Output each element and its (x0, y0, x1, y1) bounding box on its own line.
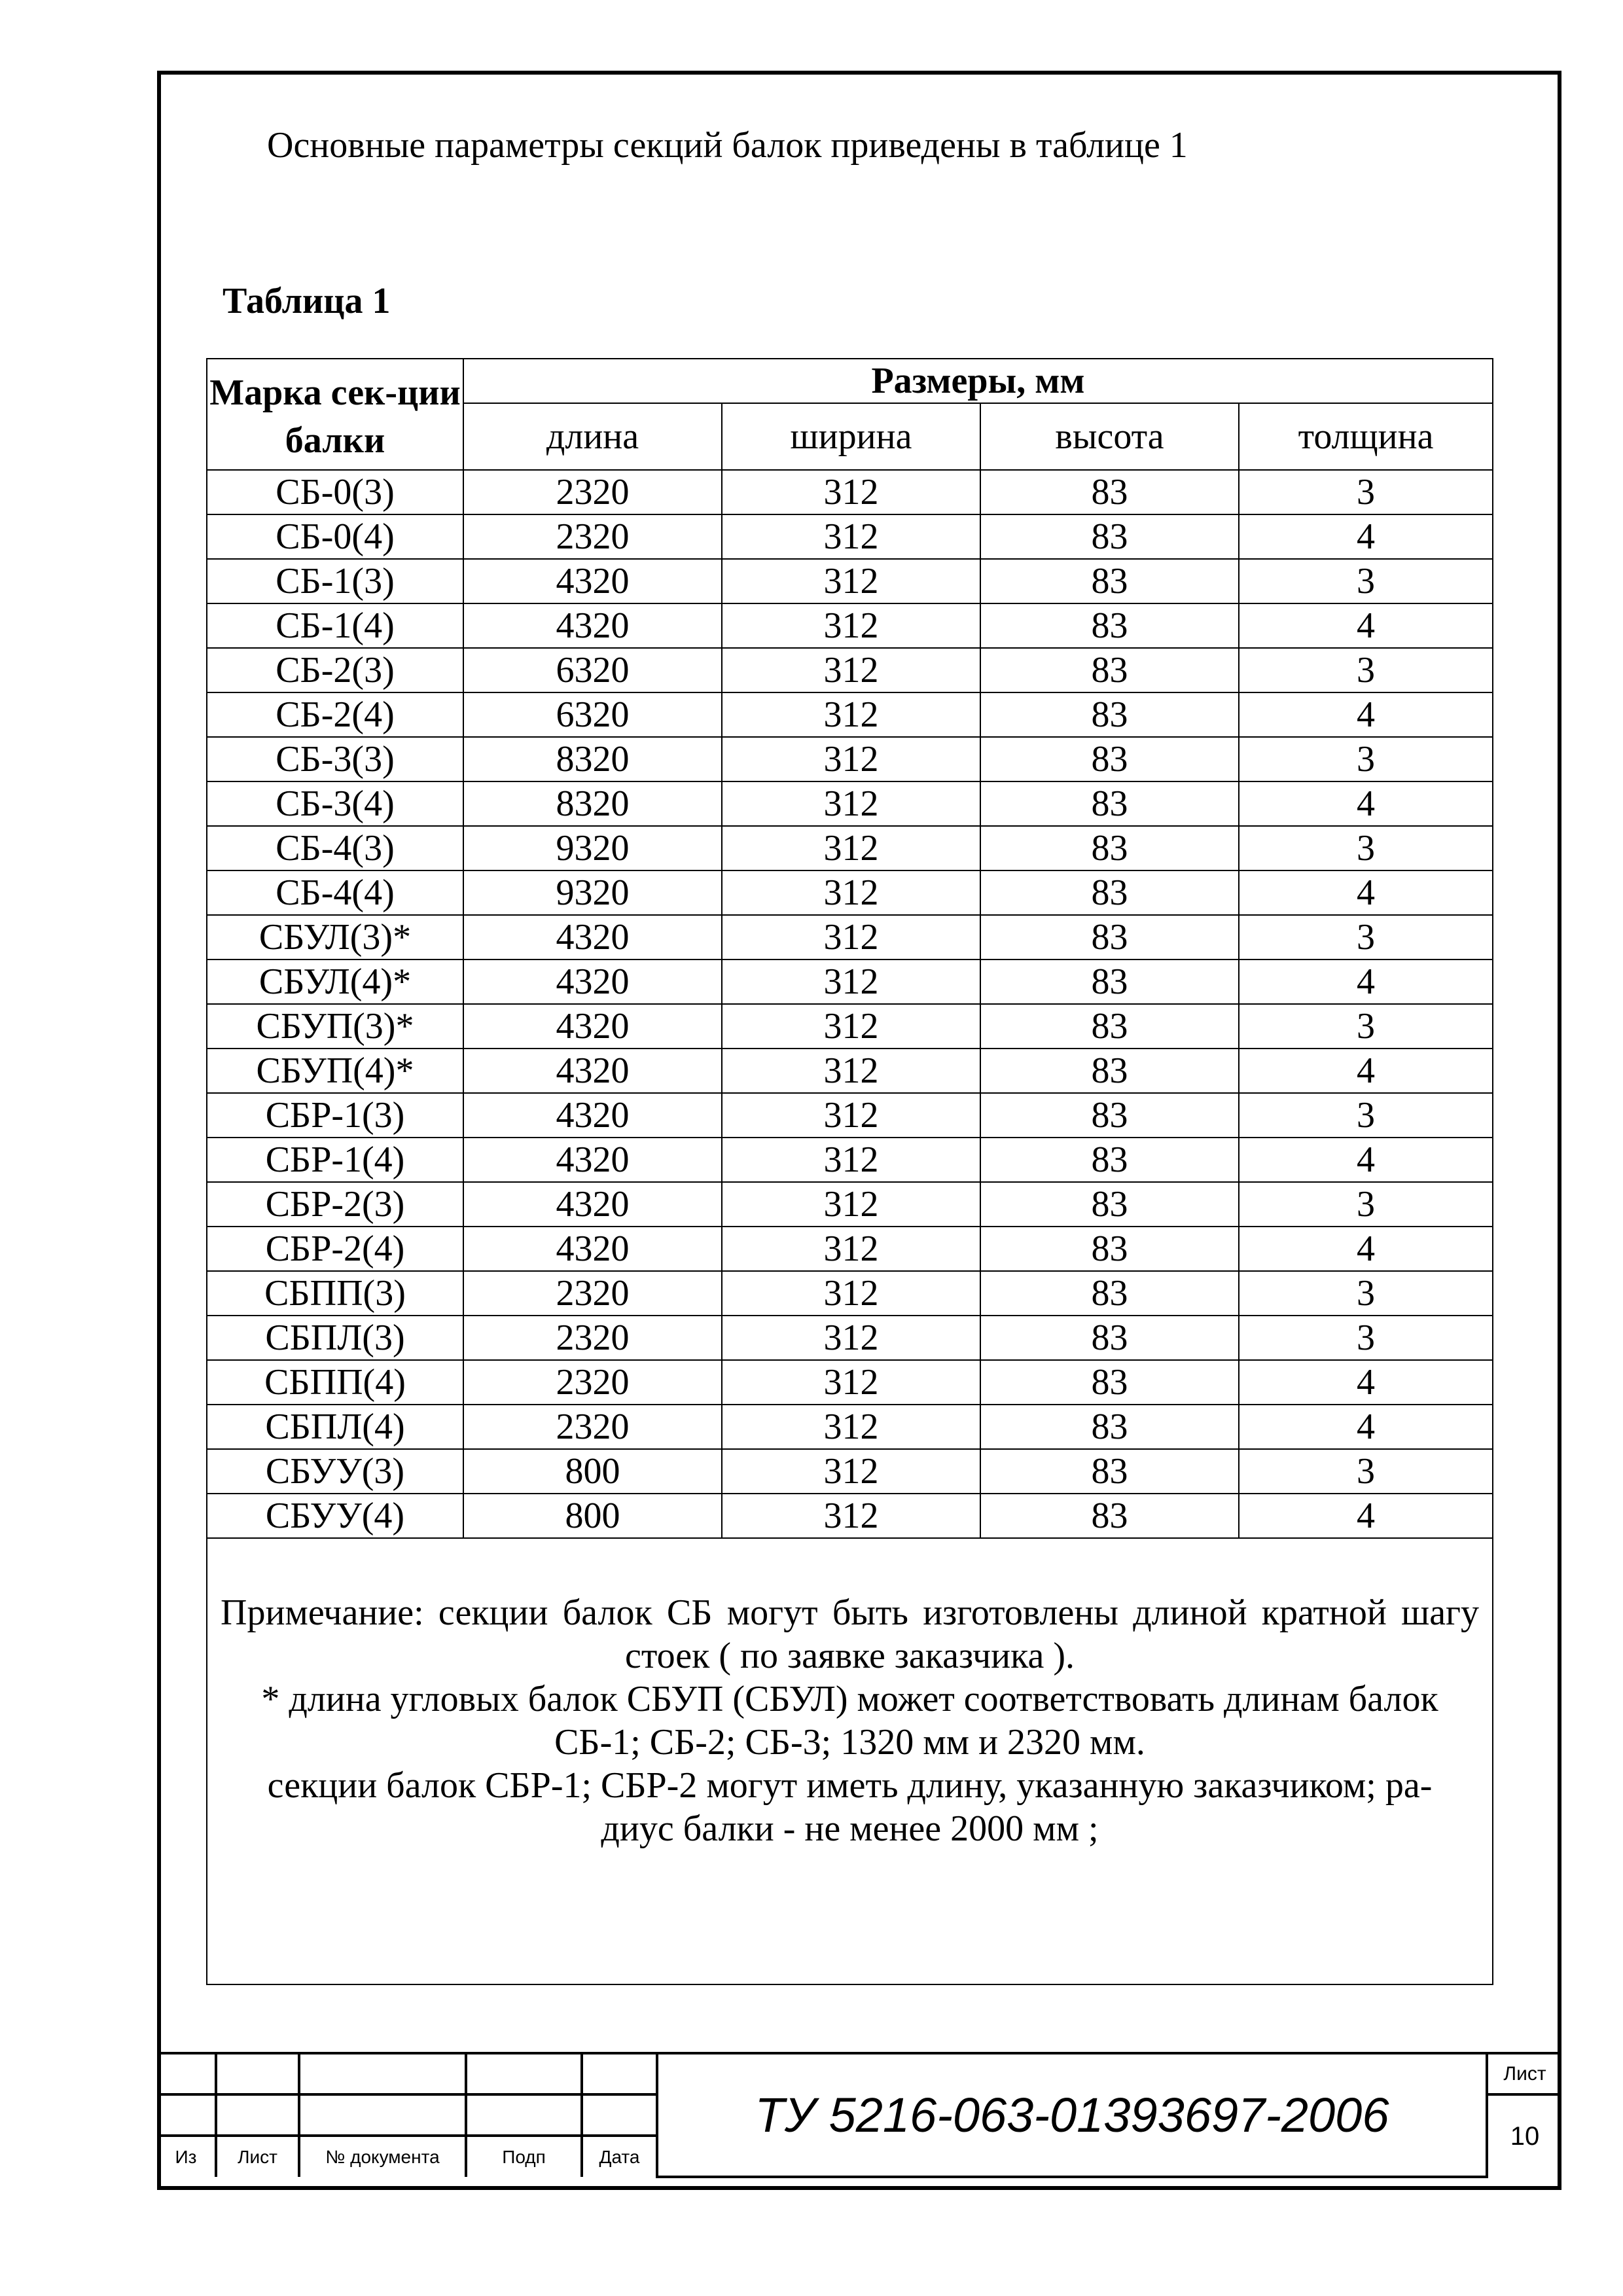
length-cell: 9320 (463, 826, 722, 870)
stamp-label-signature: Подп (466, 2136, 582, 2177)
width-cell: 312 (722, 915, 980, 960)
column-header-height: высота (980, 403, 1239, 470)
sizes-header: Размеры, мм (463, 359, 1493, 403)
thickness-cell: 3 (1239, 1093, 1493, 1138)
table-row (207, 781, 1493, 826)
width-cell: 312 (722, 1049, 980, 1093)
table-row (207, 1271, 1493, 1316)
thickness-cell: 4 (1239, 1405, 1493, 1449)
stamp-cell (157, 2053, 216, 2094)
note-line: диус балки - не менее 2000 мм ; (601, 1808, 1099, 1849)
height-cell: 83 (980, 470, 1239, 514)
length-cell: 2320 (463, 514, 722, 559)
mark-cell: СБПП(4) (207, 1360, 463, 1405)
thickness-cell: 4 (1239, 870, 1493, 915)
length-cell: 6320 (463, 648, 722, 692)
note-line: секции балок СБР-1; СБР-2 могут иметь длину, указанную заказчиком; ра- (267, 1765, 1433, 1806)
height-cell: 83 (980, 826, 1239, 870)
length-cell: 4320 (463, 1004, 722, 1049)
mark-cell: СБПП(3) (207, 1271, 463, 1316)
length-cell: 4320 (463, 1138, 722, 1182)
column-header-length: длина (463, 403, 722, 470)
length-cell: 4320 (463, 960, 722, 1004)
thickness-cell: 3 (1239, 559, 1493, 603)
mark-cell: СБ-3(4) (207, 781, 463, 826)
sheet-number: 10 (1487, 2094, 1561, 2177)
document-code: ТУ 5216-063-01393697-2006 (657, 2053, 1487, 2177)
width-cell: 312 (722, 1182, 980, 1227)
thickness-cell: 3 (1239, 1182, 1493, 1227)
length-cell: 2320 (463, 1271, 722, 1316)
height-cell: 83 (980, 1271, 1239, 1316)
width-cell: 312 (722, 1360, 980, 1405)
mark-cell: СБР-2(3) (207, 1182, 463, 1227)
column-header-thickness: толщина (1239, 403, 1493, 470)
width-cell: 312 (722, 1271, 980, 1316)
thickness-cell: 4 (1239, 1360, 1493, 1405)
mark-cell: СБУУ(4) (207, 1494, 463, 1538)
length-cell: 4320 (463, 559, 722, 603)
table-row (207, 1405, 1493, 1449)
thickness-cell: 3 (1239, 1316, 1493, 1360)
mark-cell: СБПЛ(3) (207, 1316, 463, 1360)
width-cell: 312 (722, 1316, 980, 1360)
width-cell: 312 (722, 1093, 980, 1138)
stamp-label-document: № документа (299, 2136, 466, 2177)
mark-cell: СБ-1(4) (207, 603, 463, 648)
height-cell: 83 (980, 960, 1239, 1004)
length-cell: 8320 (463, 781, 722, 826)
mark-cell: СБР-2(4) (207, 1227, 463, 1271)
length-cell: 8320 (463, 737, 722, 781)
height-cell: 83 (980, 603, 1239, 648)
height-cell: 83 (980, 781, 1239, 826)
mark-cell: СБУП(4)* (207, 1049, 463, 1093)
table-row (207, 514, 1493, 559)
table-row (207, 1138, 1493, 1182)
width-cell: 312 (722, 1405, 980, 1449)
mark-cell: СБ-0(3) (207, 470, 463, 514)
note-line: * длина угловых балок СБУП (СБУЛ) может соответствовать длинам балок (261, 1679, 1438, 1719)
mark-cell: СБ-4(3) (207, 826, 463, 870)
width-cell: 312 (722, 960, 980, 1004)
table-row (207, 1316, 1493, 1360)
height-cell: 83 (980, 1227, 1239, 1271)
thickness-cell: 3 (1239, 915, 1493, 960)
table-row (207, 1182, 1493, 1227)
height-cell: 83 (980, 1004, 1239, 1049)
beam-sections-table (206, 358, 1493, 1985)
stamp-cell (299, 2094, 466, 2136)
width-cell: 312 (722, 603, 980, 648)
height-cell: 83 (980, 870, 1239, 915)
table-row (207, 1093, 1493, 1138)
note-line: Примечание: секции балок СБ могут быть изготовлены длиной кратной шагу (221, 1592, 1480, 1633)
column-header-width: ширина (722, 403, 980, 470)
stamp-label-list: Лист (216, 2136, 299, 2177)
mark-cell: СБУЛ(4)* (207, 960, 463, 1004)
height-cell: 83 (980, 1182, 1239, 1227)
note-line: СБ-1; СБ-2; СБ-3; 1320 мм и 2320 мм. (554, 1722, 1145, 1763)
width-cell: 312 (722, 470, 980, 514)
mark-cell: СБУЛ(3)* (207, 915, 463, 960)
thickness-cell: 4 (1239, 1227, 1493, 1271)
thickness-cell: 3 (1239, 1271, 1493, 1316)
height-cell: 83 (980, 1449, 1239, 1494)
width-cell: 312 (722, 1494, 980, 1538)
length-cell: 2320 (463, 1360, 722, 1405)
thickness-cell: 4 (1239, 1138, 1493, 1182)
table-row (207, 1227, 1493, 1271)
mark-header: Марка сек-ции балки (207, 359, 463, 470)
note-line: стоек ( по заявке заказчика ). (625, 1636, 1075, 1676)
mark-cell: СБУП(3)* (207, 1004, 463, 1049)
mark-cell: СБ-3(3) (207, 737, 463, 781)
table-row (207, 692, 1493, 737)
stamp-cell (157, 2094, 216, 2136)
stamp-label-date: Дата (582, 2136, 657, 2177)
length-cell: 4320 (463, 1227, 722, 1271)
length-cell: 2320 (463, 1316, 722, 1360)
thickness-cell: 4 (1239, 603, 1493, 648)
length-cell: 800 (463, 1449, 722, 1494)
thickness-cell: 4 (1239, 960, 1493, 1004)
height-cell: 83 (980, 915, 1239, 960)
mark-cell: СБР-1(4) (207, 1138, 463, 1182)
height-cell: 83 (980, 1138, 1239, 1182)
width-cell: 312 (722, 737, 980, 781)
stamp-cell (466, 2053, 582, 2094)
width-cell: 312 (722, 559, 980, 603)
height-cell: 83 (980, 648, 1239, 692)
table-row (207, 1360, 1493, 1405)
length-cell: 9320 (463, 870, 722, 915)
stamp-cell (466, 2094, 582, 2136)
mark-cell: СБ-1(3) (207, 559, 463, 603)
height-cell: 83 (980, 1494, 1239, 1538)
mark-cell: СБР-1(3) (207, 1093, 463, 1138)
width-cell: 312 (722, 514, 980, 559)
thickness-cell: 3 (1239, 1449, 1493, 1494)
mark-cell: СБ-0(4) (207, 514, 463, 559)
stamp-cell (582, 2094, 657, 2136)
table-row (207, 960, 1493, 1004)
mark-cell: СБ-2(3) (207, 648, 463, 692)
thickness-cell: 3 (1239, 826, 1493, 870)
width-cell: 312 (722, 781, 980, 826)
width-cell: 312 (722, 1004, 980, 1049)
length-cell: 4320 (463, 915, 722, 960)
intro-text: Основные параметры секций балок приведены в таблице 1 (267, 125, 1188, 166)
width-cell: 312 (722, 870, 980, 915)
width-cell: 312 (722, 1449, 980, 1494)
thickness-cell: 3 (1239, 737, 1493, 781)
table-row (207, 603, 1493, 648)
length-cell: 2320 (463, 470, 722, 514)
thickness-cell: 3 (1239, 648, 1493, 692)
table-row (207, 737, 1493, 781)
table-row (207, 1494, 1493, 1538)
height-cell: 83 (980, 1093, 1239, 1138)
thickness-cell: 4 (1239, 781, 1493, 826)
width-cell: 312 (722, 826, 980, 870)
title-block (157, 2052, 1561, 2178)
stamp-cell (299, 2053, 466, 2094)
table-row (207, 648, 1493, 692)
width-cell: 312 (722, 1227, 980, 1271)
table-row (207, 870, 1493, 915)
height-cell: 83 (980, 1049, 1239, 1093)
length-cell: 4320 (463, 603, 722, 648)
table-row (207, 915, 1493, 960)
height-cell: 83 (980, 559, 1239, 603)
height-cell: 83 (980, 1316, 1239, 1360)
stamp-label-iz: Из (157, 2136, 216, 2177)
mark-cell: СБ-2(4) (207, 692, 463, 737)
stamp-cell (582, 2053, 657, 2094)
thickness-cell: 3 (1239, 470, 1493, 514)
thickness-cell: 4 (1239, 1494, 1493, 1538)
thickness-cell: 4 (1239, 514, 1493, 559)
table-row (207, 470, 1493, 514)
length-cell: 4320 (463, 1049, 722, 1093)
table-row (207, 826, 1493, 870)
length-cell: 2320 (463, 1405, 722, 1449)
mark-cell: СБУУ(3) (207, 1449, 463, 1494)
width-cell: 312 (722, 648, 980, 692)
stamp-cell (216, 2094, 299, 2136)
width-cell: 312 (722, 692, 980, 737)
table-row (207, 1004, 1493, 1049)
mark-cell: СБПЛ(4) (207, 1405, 463, 1449)
height-cell: 83 (980, 692, 1239, 737)
height-cell: 83 (980, 1405, 1239, 1449)
thickness-cell: 3 (1239, 1004, 1493, 1049)
height-cell: 83 (980, 1360, 1239, 1405)
length-cell: 4320 (463, 1182, 722, 1227)
table-row (207, 1449, 1493, 1494)
table-note (207, 1538, 1493, 1984)
sheet-label: Лист (1487, 2053, 1561, 2094)
height-cell: 83 (980, 737, 1239, 781)
width-cell: 312 (722, 1138, 980, 1182)
table-row (207, 559, 1493, 603)
table-caption: Таблица 1 (223, 281, 391, 321)
thickness-cell: 4 (1239, 1049, 1493, 1093)
length-cell: 800 (463, 1494, 722, 1538)
height-cell: 83 (980, 514, 1239, 559)
stamp-cell (216, 2053, 299, 2094)
table-row (207, 1049, 1493, 1093)
length-cell: 4320 (463, 1093, 722, 1138)
thickness-cell: 4 (1239, 692, 1493, 737)
length-cell: 6320 (463, 692, 722, 737)
mark-cell: СБ-4(4) (207, 870, 463, 915)
